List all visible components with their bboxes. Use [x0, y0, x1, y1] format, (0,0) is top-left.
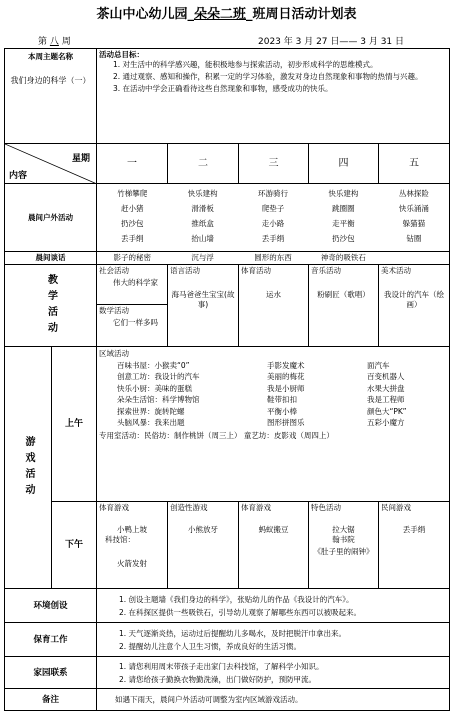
area-row: 百味书屋：小猴卖“0” 手影发魔术 面汽车	[117, 360, 390, 370]
area-row: 朵朵生活馆：科学博物馆 鞋带扣扣 我是工程师	[117, 395, 405, 404]
day-wednesday: 三	[239, 144, 309, 184]
teaching-monday-b: 数学活动 它们一样多吗	[97, 305, 168, 347]
care-cell: 1. 天气逐渐炎热，运动过后提醒幼儿多喝水，及时把脱汗巾拿出来。 2. 提醒幼儿注意个人卫生习惯，养成良好的生活习惯。	[97, 623, 450, 657]
content-header: 内容	[9, 171, 28, 181]
games-label: 游戏活动	[23, 435, 34, 500]
day-friday: 五	[379, 144, 450, 184]
family-cell: 1. 请您利用周末带孩子走出家门去科技馆，了解科学小知识。 2. 请您给孩子勤换衣物勤洗澡，出门做好防护，预防甲流。	[97, 657, 450, 689]
class-name: 朵朵二班	[193, 7, 246, 22]
goal-item: 2. 通过观察、感知和操作，积累一定的学习体验，激发对身边自然现象和事物的热情与兴趣。	[113, 72, 423, 81]
notes-cell: 如遇下雨天，晨间户外活动可调整为室内区域游戏活动。	[97, 689, 450, 711]
family-label: 家园联系	[5, 657, 97, 689]
pm-friday: 民间游戏 丢手绢	[379, 502, 450, 589]
pm-monday: 体育游戏 小鸭上坡 科技馆： 火箭发射	[97, 502, 168, 589]
teaching-thursday: 音乐活动 粉刷匠（歌唱）	[309, 265, 379, 347]
notes-label: 备注	[5, 689, 97, 711]
morning-talk-cell: 影子的秘密 沉与浮 圆形的东西 神奇的吸铁石	[97, 252, 450, 265]
goal-item: 1. 对生活中的科学感兴趣，能积极地参与探索活动，初步形成科学的思维模式。	[113, 60, 378, 69]
special-room-activity: 专用室活动：民俗坊：制作桃饼（周三上） 童艺坊：皮影戏（周四上）	[99, 430, 334, 440]
morning-outdoor-cell: 竹梯攀爬 快乐建构 环游骑行 快乐建构 丛林探险 赶小猪 滑滑板 爬垫子 跳圈圈 快乐涌涌 扔沙包 推纸盒 走小路 走平衡 躲猫猫 丢手绢 抬山墙 丢手绢 扔沙包 钻圈	[97, 184, 450, 252]
pm-tuesday: 创造性游戏 小熊放牙	[168, 502, 239, 589]
teaching-wednesday: 体育活动 运水	[239, 265, 309, 347]
teaching-tuesday: 语言活动 海马爸爸生宝宝(故事)	[168, 265, 239, 347]
area-row: 快乐小厨：美味的蛋糕 我是小厨师 水果大拼盘	[117, 383, 405, 393]
games-label-cell	[5, 347, 52, 589]
theme-cell: 本周主题名称 我们身边的科学（一）	[5, 49, 97, 144]
area-row: 头脑风暴：我来出题 图形拼图乐 五彩小魔方	[117, 418, 405, 427]
pm-wednesday: 体育游戏 蚂蚁搬豆	[239, 502, 309, 589]
week-label: 第 八 周	[38, 37, 71, 47]
header-diagonal-cell	[5, 144, 97, 184]
teaching-label-cell	[5, 265, 97, 347]
goals-cell: 活动总目标： 1. 对生活中的科学感兴趣，能积极地参与探索活动，初步形成科学的思维模式。 2. 通过观察、感知和操作，积累一定的学习体验，激发对身边自然现象和事物的热情与兴趣。 3. 在活动中学会正确看待这些自然现象和事物，感受成功的快乐。	[97, 49, 450, 144]
environment-label: 环境创设	[5, 589, 97, 623]
teaching-label: 教学活动	[45, 273, 57, 338]
page-title: 茶山中心幼儿园_朵朵二班_班周日活动计划表	[96, 7, 357, 22]
teaching-friday: 美术活动 我设计的汽车（绘画）	[379, 265, 450, 347]
morning-outdoor-label: 晨间户外活动	[5, 184, 97, 252]
pm-thursday: 特色活动 拉大锯 翰书院 《肚子里的闹钟》	[309, 502, 379, 589]
care-label: 保育工作	[5, 623, 97, 657]
theme-name: 我们身边的科学（一）	[10, 76, 91, 85]
teaching-monday-a: 社会活动 伟大的科学家	[97, 265, 168, 305]
area-activities-cell: 区域活动 百味书屋：小猴卖“0” 手影发魔术 面汽车 创意工坊：我设计的汽车 美丽的梅花 百变机器人 快乐小厨：美味的蛋糕 我是小厨师 水果大拼盘 朵朵生活馆：科学博物馆 鞋带扣扣 我是工程师 探索世界：旋转陀螺 平衡小棒 颜色大“PK” 头脑风暴：我来出题 图形拼图乐 五彩小魔方 专用室活动：民俗坊：制作桃饼（周三上） 童艺坊：皮影戏（周四上）	[97, 347, 450, 502]
activity-plan-table	[4, 48, 450, 711]
day-tuesday: 二	[168, 144, 239, 184]
area-row: 创意工坊：我设计的汽车 美丽的梅花 百变机器人	[117, 372, 405, 381]
environment-cell: 1. 创设主题墙《我们身边的科学》，张贴幼儿的作品《我设计的汽车》。 2. 在科探区提供一些吸铁石，引导幼儿观察了解哪些东西可以被吸起来。	[97, 589, 450, 623]
games-pm-label: 下午	[52, 502, 97, 589]
week-header: 星期	[71, 154, 90, 164]
morning-talk-label: 晨间谈话	[5, 252, 97, 265]
goal-item: 3. 在活动中学会正确看待这些自然现象和事物，感受成功的快乐。	[113, 84, 333, 93]
games-am-label: 上午	[52, 347, 97, 502]
area-row: 探索世界：旋转陀螺 平衡小棒 颜色大“PK”	[117, 406, 407, 416]
day-monday: 一	[97, 144, 168, 184]
day-thursday: 四	[309, 144, 379, 184]
date-range: 2023 年 3 月 27 日—— 3 月 31 日	[258, 37, 405, 47]
